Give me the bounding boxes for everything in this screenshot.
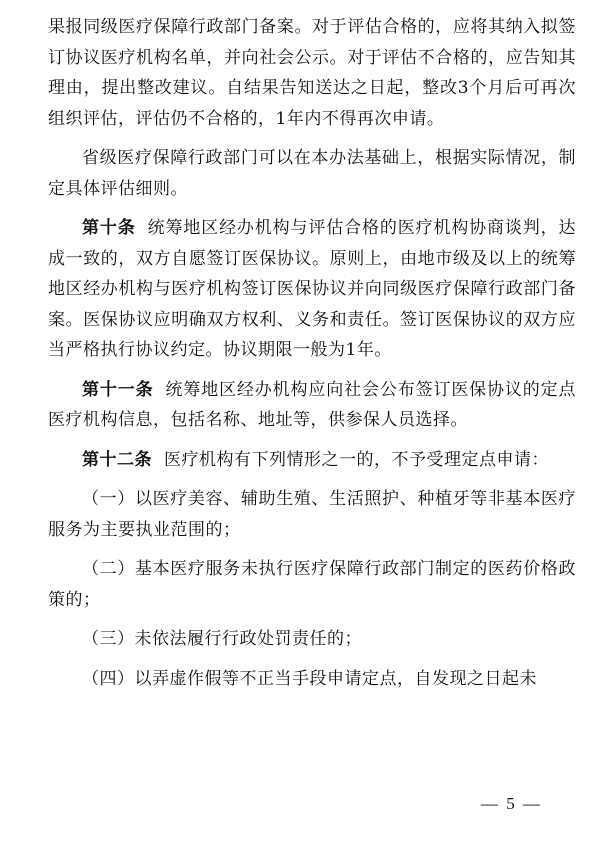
- article-11: [48, 375, 576, 436]
- article-text: 医疗机构有下列情形之一的，不予受理定点申请：: [164, 449, 549, 470]
- paragraph-text: 果报同级医疗保障行政部门备案。对于评估合格的，应将其纳入拟签订协议医疗机构名单，并向社会公示。对于评估不合格的，应告知其理由，提出整改建议。自结果告知送达之日起，整改3个月后可再次组织评估，评估仍不合格的，1年内不得再次申请。: [48, 17, 576, 129]
- article-text: 统筹地区经办机构应向社会公布签订医保协议的定点医疗机构信息，包括名称、地址等，供参保人员选择。: [48, 379, 577, 430]
- article-10: [48, 213, 576, 366]
- list-item-3: [48, 624, 576, 655]
- list-item-text: （三）未依法履行行政处罚责任的；: [82, 629, 362, 649]
- paragraph-text: 省级医疗保障行政部门可以在本办法基础上，根据实际情况，制定具体评估细则。: [48, 148, 576, 199]
- list-item-1: [48, 484, 576, 545]
- list-item-2: [48, 554, 576, 615]
- article-heading: 第十一条: [82, 379, 154, 400]
- list-item-text: （一）以医疗美容、辅助生殖、生活照护、种植牙等非基本医疗服务为主要执业范围的；: [48, 489, 576, 540]
- article-12: [48, 445, 576, 476]
- paragraph-continuation: [48, 12, 576, 134]
- article-heading: 第十二条: [82, 449, 152, 470]
- paragraph-provincial-rules: [48, 143, 576, 204]
- article-text: 统筹地区经办机构与评估合格的医疗机构协商谈判，达成一致的，双方自愿签订医保协议。原则上，由地市级及以上的统筹地区经办机构与医疗机构签订医保协议并向同级医疗保障行政部门备案。医保协议应明确双方权利、义务和责任。签订医保协议的双方应当严格执行协议约定。协议期限一般为1年。: [48, 218, 577, 360]
- list-item-text: （四）以弄虚作假等不正当手段申请定点，自发现之日起未: [82, 668, 537, 689]
- list-item-4: [48, 664, 576, 695]
- article-heading: 第十条: [82, 218, 136, 238]
- page-number: — 5 —: [481, 794, 542, 813]
- list-item-text: （二）基本医疗服务未执行医疗保障行政部门制定的医药价格政策的；: [48, 559, 576, 610]
